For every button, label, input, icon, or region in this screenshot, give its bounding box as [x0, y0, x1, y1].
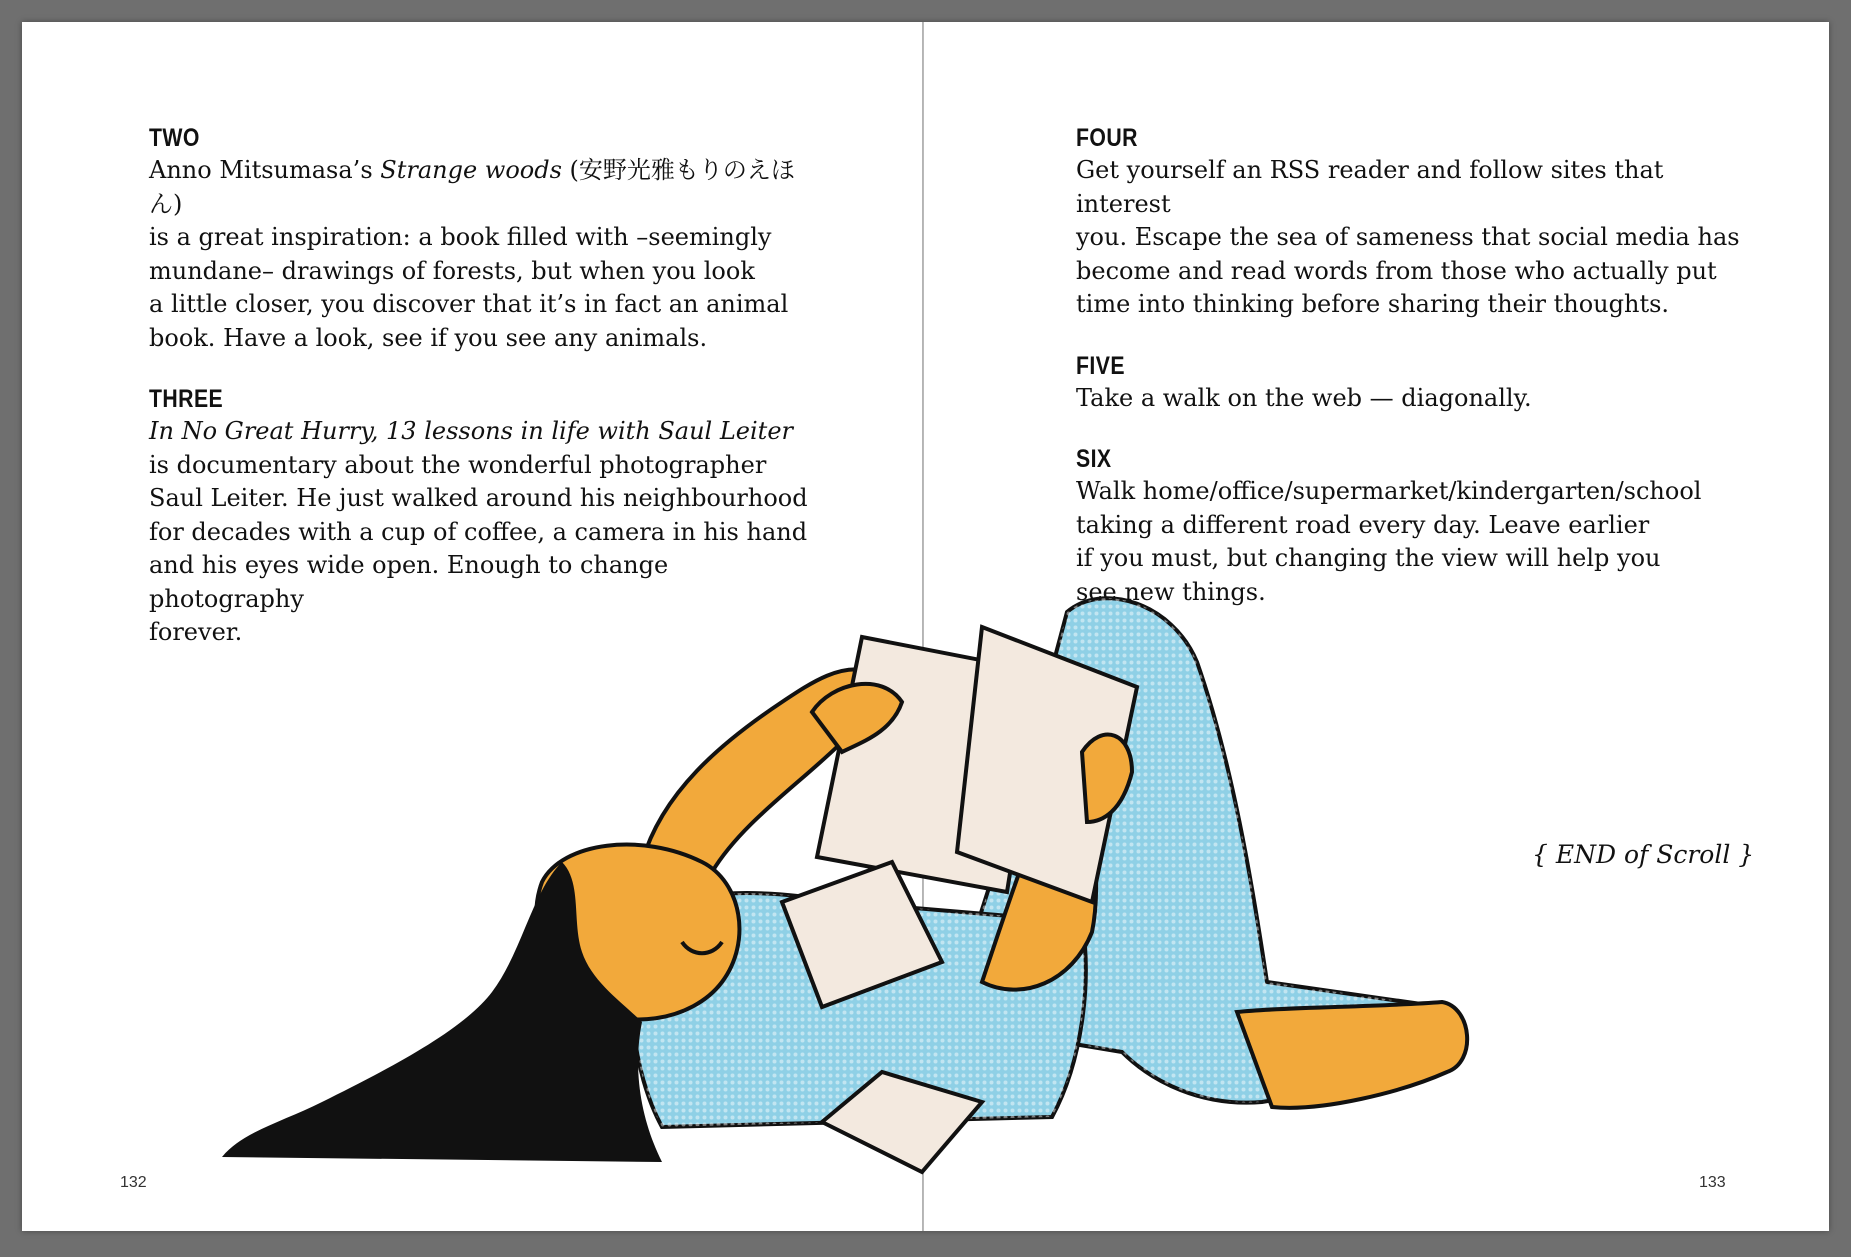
left-page-column — [149, 122, 809, 678]
end-of-scroll-note: { END of Scroll } — [1532, 840, 1755, 869]
body-line: mundane– drawings of forests, but when you look — [149, 256, 755, 285]
body-line: Saul Leiter. He just walked around his neighbourhood — [149, 484, 808, 512]
section-two — [149, 122, 809, 355]
section-body — [1076, 382, 1756, 416]
body-line: and his eyes wide open. Enough to change photography — [149, 551, 669, 613]
section-body — [1076, 154, 1756, 322]
body-line: taking a different road every day. Leave earlier — [1076, 510, 1650, 539]
section-six — [1076, 443, 1756, 609]
body-line: become and read words from those who actually put — [1076, 256, 1717, 285]
page-number-right: 133 — [1699, 1174, 1726, 1191]
section-heading: SIX — [1076, 445, 1112, 473]
body-line: Take a walk on the web — diagonally. — [1076, 383, 1532, 412]
section-heading: THREE — [149, 385, 224, 413]
body-line: Get yourself an RSS reader and follow sites that interest — [1076, 156, 1664, 218]
section-four — [1076, 122, 1756, 322]
section-heading: TWO — [149, 124, 200, 152]
body-text-segment: Anno Mitsumasa’s — [149, 156, 381, 184]
section-body — [1076, 475, 1756, 609]
body-line: is documentary about the wonderful photographer — [149, 450, 767, 479]
body-line: book. Have a look, see if you see any animals. — [149, 323, 708, 352]
body-line: a little closer, you discover that it’s in fact an animal — [149, 290, 789, 318]
right-page-column — [1076, 122, 1756, 637]
section-five — [1076, 350, 1756, 416]
body-line: if you must, but changing the view will help you — [1076, 544, 1661, 572]
body-line: time into thinking before sharing their thoughts. — [1076, 290, 1670, 318]
film-title: In No Great Hurry, 13 lessons in life with Saul Leiter — [149, 417, 793, 445]
body-line: you. Escape the sea of sameness that social media has — [1076, 223, 1740, 251]
section-heading: FIVE — [1076, 351, 1125, 380]
body-line: for decades with a cup of coffee, a camera in his hand — [149, 517, 808, 546]
section-body — [149, 415, 809, 650]
page-number-left: 132 — [120, 1174, 147, 1191]
body-line: see new things. — [1076, 577, 1266, 606]
body-line: is a great inspiration: a book filled with –seemingly — [149, 223, 772, 251]
book-title: Strange woods — [380, 156, 562, 184]
section-three — [149, 383, 809, 650]
body-text-segment: (安野光雅もりのえほん) — [149, 156, 795, 218]
book-spread — [22, 22, 1829, 1231]
section-heading: FOUR — [1076, 124, 1138, 152]
body-line: Walk home/office/supermarket/kindergarten/school — [1076, 477, 1702, 505]
foot-shape — [1237, 1002, 1467, 1108]
body-line: forever. — [149, 618, 243, 646]
section-body — [149, 154, 809, 355]
